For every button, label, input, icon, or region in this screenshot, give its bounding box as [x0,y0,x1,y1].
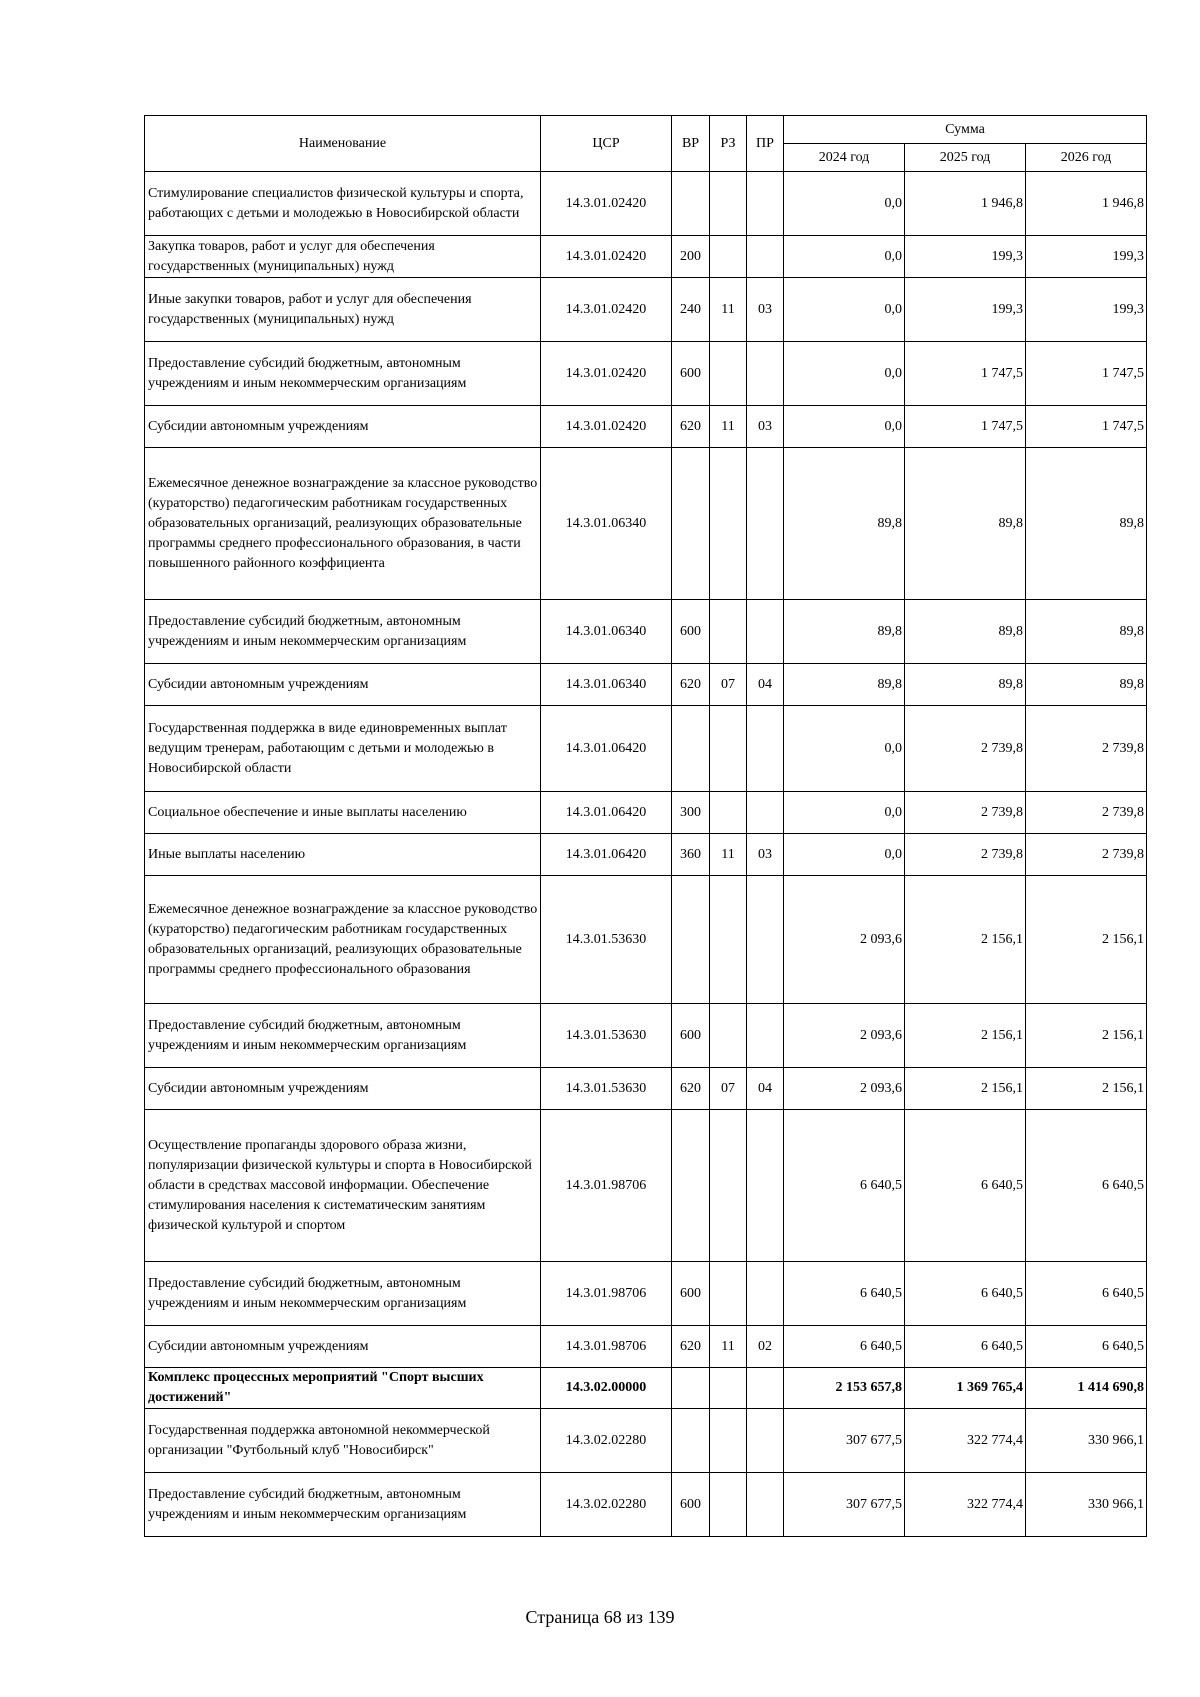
cell-csr: 14.3.01.02420 [541,278,672,342]
cell-name: Предоставление субсидий бюджетным, автономным учреждениям и иным некоммерческим организациям [145,600,541,664]
cell-name: Закупка товаров, работ и услуг для обеспечения государственных (муниципальных) нужд [145,236,541,278]
cell-rz [710,236,747,278]
cell-csr: 14.3.01.98706 [541,1262,672,1326]
table-row [145,1326,1147,1368]
cell-sum-2024: 0,0 [784,834,905,876]
cell-csr: 14.3.01.02420 [541,236,672,278]
cell-vr: 600 [672,1473,710,1537]
cell-sum-2026: 1 946,8 [1026,172,1147,236]
cell-sum-2024: 0,0 [784,406,905,448]
cell-csr: 14.3.01.02420 [541,406,672,448]
cell-name: Ежемесячное денежное вознаграждение за классное руководство (кураторство) педагогическим работникам государственных образовательных организаций, реализующих образовательные программы среднего профессионального образования [145,876,541,1004]
cell-sum-2026: 330 966,1 [1026,1473,1147,1537]
cell-rz [710,1262,747,1326]
cell-sum-2025: 2 739,8 [905,792,1026,834]
cell-sum-2026: 2 156,1 [1026,1004,1147,1068]
cell-rz [710,448,747,600]
cell-sum-2024: 0,0 [784,172,905,236]
table-row [145,1368,1147,1409]
cell-sum-2026: 2 739,8 [1026,706,1147,792]
cell-sum-2024: 89,8 [784,664,905,706]
cell-sum-2024: 0,0 [784,278,905,342]
cell-rz [710,876,747,1004]
cell-vr [672,876,710,1004]
cell-sum-2024: 0,0 [784,706,905,792]
table-row [145,876,1147,1004]
cell-sum-2026: 2 156,1 [1026,1068,1147,1110]
header-rz: РЗ [710,116,747,172]
cell-csr: 14.3.01.06340 [541,600,672,664]
header-year-2024: 2024 год [784,144,905,172]
budget-table [144,115,1147,1537]
cell-name: Ежемесячное денежное вознаграждение за классное руководство (кураторство) педагогическим работникам государственных образовательных организаций, реализующих образовательные программы среднего профессионального образования, в части повышенного районного коэффициента [145,448,541,600]
cell-sum-2024: 6 640,5 [784,1110,905,1262]
cell-name: Предоставление субсидий бюджетным, автономным учреждениям и иным некоммерческим организациям [145,342,541,406]
cell-sum-2024: 89,8 [784,600,905,664]
cell-csr: 14.3.01.06420 [541,834,672,876]
cell-name: Государственная поддержка в виде единовременных выплат ведущим тренерам, работающим с детьми и молодежью в Новосибирской области [145,706,541,792]
cell-name: Иные закупки товаров, работ и услуг для обеспечения государственных (муниципальных) нужд [145,278,541,342]
cell-sum-2024: 2 093,6 [784,1004,905,1068]
table-row [145,448,1147,600]
cell-sum-2025: 6 640,5 [905,1326,1026,1368]
table-row [145,342,1147,406]
cell-vr [672,172,710,236]
cell-sum-2024: 307 677,5 [784,1409,905,1473]
cell-sum-2024: 0,0 [784,342,905,406]
cell-sum-2026: 199,3 [1026,236,1147,278]
cell-vr: 620 [672,406,710,448]
cell-vr: 600 [672,1262,710,1326]
cell-sum-2025: 199,3 [905,236,1026,278]
table-body [145,172,1147,1537]
cell-rz: 11 [710,278,747,342]
table-row [145,1068,1147,1110]
table-row [145,406,1147,448]
cell-pr [747,1409,784,1473]
cell-vr: 240 [672,278,710,342]
page-number: Страница 68 из 139 [525,1607,675,1627]
cell-name: Субсидии автономным учреждениям [145,1326,541,1368]
cell-sum-2026: 330 966,1 [1026,1409,1147,1473]
cell-sum-2025: 322 774,4 [905,1473,1026,1537]
cell-sum-2026: 6 640,5 [1026,1326,1147,1368]
cell-name: Предоставление субсидий бюджетным, автономным учреждениям и иным некоммерческим организациям [145,1004,541,1068]
cell-sum-2025: 2 156,1 [905,876,1026,1004]
cell-rz [710,1004,747,1068]
cell-vr: 600 [672,342,710,406]
cell-rz: 11 [710,406,747,448]
cell-sum-2025: 89,8 [905,664,1026,706]
table-row [145,278,1147,342]
cell-vr: 620 [672,1068,710,1110]
cell-pr [747,600,784,664]
cell-sum-2025: 1 747,5 [905,406,1026,448]
cell-csr: 14.3.02.00000 [541,1368,672,1409]
cell-pr [747,792,784,834]
cell-rz [710,1368,747,1409]
cell-vr: 600 [672,600,710,664]
cell-rz: 07 [710,1068,747,1110]
cell-pr: 03 [747,834,784,876]
header-vr: ВР [672,116,710,172]
table-row [145,1004,1147,1068]
cell-rz: 07 [710,664,747,706]
header-name: Наименование [145,116,541,172]
cell-csr: 14.3.01.53630 [541,1004,672,1068]
cell-sum-2025: 6 640,5 [905,1110,1026,1262]
cell-sum-2024: 2 153 657,8 [784,1368,905,1409]
cell-rz [710,1473,747,1537]
cell-pr [747,1262,784,1326]
cell-pr [747,706,784,792]
cell-pr: 04 [747,1068,784,1110]
cell-name: Субсидии автономным учреждениям [145,664,541,706]
cell-vr [672,448,710,600]
cell-sum-2025: 322 774,4 [905,1409,1026,1473]
cell-name: Предоставление субсидий бюджетным, автономным учреждениям и иным некоммерческим организациям [145,1473,541,1537]
cell-csr: 14.3.01.53630 [541,1068,672,1110]
cell-vr: 200 [672,236,710,278]
cell-csr: 14.3.01.53630 [541,876,672,1004]
cell-sum-2026: 6 640,5 [1026,1262,1147,1326]
cell-pr [747,172,784,236]
cell-pr [747,1004,784,1068]
cell-name: Субсидии автономным учреждениям [145,1068,541,1110]
cell-sum-2026: 6 640,5 [1026,1110,1147,1262]
cell-pr [747,448,784,600]
cell-pr [747,876,784,1004]
cell-csr: 14.3.02.02280 [541,1473,672,1537]
table-row [145,236,1147,278]
cell-pr: 03 [747,406,784,448]
cell-name: Субсидии автономным учреждениям [145,406,541,448]
cell-sum-2026: 199,3 [1026,278,1147,342]
table-row [145,706,1147,792]
cell-sum-2026: 2 739,8 [1026,834,1147,876]
cell-sum-2024: 2 093,6 [784,1068,905,1110]
cell-sum-2024: 0,0 [784,236,905,278]
cell-vr [672,706,710,792]
cell-sum-2025: 89,8 [905,448,1026,600]
cell-sum-2026: 1 414 690,8 [1026,1368,1147,1409]
cell-name: Комплекс процессных мероприятий "Спорт высших достижений" [145,1368,541,1409]
cell-csr: 14.3.01.98706 [541,1110,672,1262]
cell-sum-2025: 199,3 [905,278,1026,342]
cell-sum-2025: 1 747,5 [905,342,1026,406]
table-row [145,792,1147,834]
table-row [145,1409,1147,1473]
cell-csr: 14.3.01.06420 [541,792,672,834]
table-row [145,1110,1147,1262]
cell-pr: 03 [747,278,784,342]
cell-sum-2026: 1 747,5 [1026,342,1147,406]
cell-sum-2025: 89,8 [905,600,1026,664]
cell-vr [672,1110,710,1262]
cell-sum-2025: 1 369 765,4 [905,1368,1026,1409]
cell-name: Предоставление субсидий бюджетным, автономным учреждениям и иным некоммерческим организациям [145,1262,541,1326]
cell-pr [747,1368,784,1409]
cell-vr: 360 [672,834,710,876]
cell-csr: 14.3.01.02420 [541,172,672,236]
table-row [145,172,1147,236]
table-row [145,1262,1147,1326]
cell-csr: 14.3.01.02420 [541,342,672,406]
cell-pr [747,1473,784,1537]
cell-sum-2026: 2 739,8 [1026,792,1147,834]
cell-vr: 620 [672,664,710,706]
cell-rz [710,792,747,834]
header-csr: ЦСР [541,116,672,172]
cell-rz [710,342,747,406]
table-row [145,600,1147,664]
cell-vr [672,1409,710,1473]
cell-sum-2025: 6 640,5 [905,1262,1026,1326]
table-row [145,664,1147,706]
cell-rz [710,1409,747,1473]
cell-pr: 04 [747,664,784,706]
cell-sum-2024: 0,0 [784,792,905,834]
cell-name: Государственная поддержка автономной некоммерческой организации "Футбольный клуб "Новосибирск" [145,1409,541,1473]
cell-rz: 11 [710,1326,747,1368]
cell-sum-2024: 2 093,6 [784,876,905,1004]
cell-name: Стимулирование специалистов физической культуры и спорта, работающих с детьми и молодежью в Новосибирской области [145,172,541,236]
cell-vr [672,1368,710,1409]
cell-vr: 620 [672,1326,710,1368]
header-year-2026: 2026 год [1026,144,1147,172]
cell-sum-2024: 89,8 [784,448,905,600]
cell-pr [747,1110,784,1262]
cell-rz [710,1110,747,1262]
cell-pr [747,236,784,278]
cell-sum-2025: 2 156,1 [905,1004,1026,1068]
header-pr: ПР [747,116,784,172]
cell-name: Иные выплаты населению [145,834,541,876]
cell-sum-2024: 6 640,5 [784,1262,905,1326]
cell-sum-2026: 2 156,1 [1026,876,1147,1004]
cell-csr: 14.3.01.98706 [541,1326,672,1368]
header-year-2025: 2025 год [905,144,1026,172]
table-row [145,834,1147,876]
cell-sum-2026: 1 747,5 [1026,406,1147,448]
cell-vr: 600 [672,1004,710,1068]
cell-sum-2025: 2 156,1 [905,1068,1026,1110]
cell-sum-2024: 6 640,5 [784,1326,905,1368]
cell-rz: 11 [710,834,747,876]
cell-sum-2025: 2 739,8 [905,706,1026,792]
table-row [145,1473,1147,1537]
cell-sum-2026: 89,8 [1026,600,1147,664]
cell-sum-2025: 1 946,8 [905,172,1026,236]
cell-pr: 02 [747,1326,784,1368]
cell-rz [710,600,747,664]
cell-sum-2025: 2 739,8 [905,834,1026,876]
cell-rz [710,706,747,792]
cell-csr: 14.3.01.06340 [541,448,672,600]
cell-name: Осуществление пропаганды здорового образа жизни, популяризации физической культуры и спорта в Новосибирской области в средствах массовой информации. Обеспечение стимулирования населения к систематическим занятиям физической культурой и спортом [145,1110,541,1262]
cell-rz [710,172,747,236]
cell-csr: 14.3.01.06420 [541,706,672,792]
header-sum: Сумма [784,116,1147,144]
cell-sum-2024: 307 677,5 [784,1473,905,1537]
cell-name: Социальное обеспечение и иные выплаты населению [145,792,541,834]
cell-vr: 300 [672,792,710,834]
cell-csr: 14.3.02.02280 [541,1409,672,1473]
cell-csr: 14.3.01.06340 [541,664,672,706]
cell-sum-2026: 89,8 [1026,448,1147,600]
cell-pr [747,342,784,406]
cell-sum-2026: 89,8 [1026,664,1147,706]
